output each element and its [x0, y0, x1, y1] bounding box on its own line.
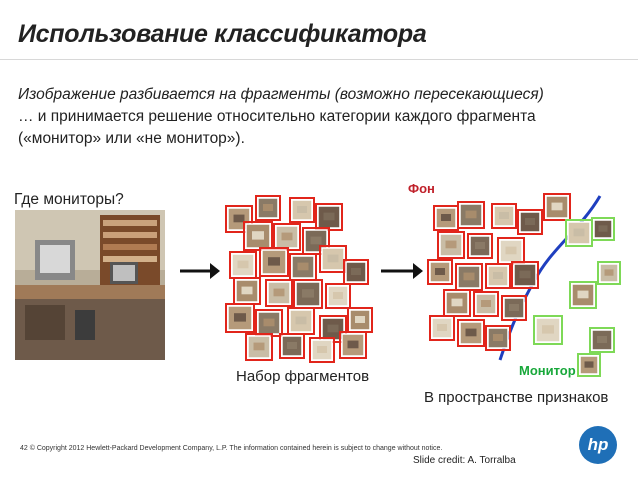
background-patch	[458, 202, 484, 228]
monitor-patch	[570, 282, 596, 308]
question-label: Где мониторы?	[14, 191, 124, 208]
background-patch	[544, 194, 570, 220]
text-line-3: («монитор» или «не монитор»).	[18, 130, 245, 147]
monitor-class-label: Монитор	[519, 363, 576, 378]
fragments-caption: Набор фрагментов	[236, 368, 370, 385]
monitor-patch	[592, 218, 614, 240]
monitor-patch	[534, 316, 562, 344]
hp-logo: hp	[579, 426, 617, 464]
monitor-patch	[598, 262, 620, 284]
monitor-patch	[566, 220, 592, 246]
slide-credit: Slide credit: A. Torralba	[413, 455, 516, 466]
background-patch	[486, 326, 510, 350]
background-patch	[502, 296, 526, 320]
background-patch	[474, 292, 498, 316]
background-patch	[492, 204, 516, 228]
monitor-patch	[578, 354, 600, 376]
background-patch	[498, 238, 524, 264]
background-patch	[456, 264, 482, 290]
background-class-label: Фон	[408, 181, 435, 196]
background-patch	[468, 234, 492, 258]
background-patch	[428, 260, 452, 284]
background-patch	[444, 290, 470, 316]
copyright-footer: 42 © Copyright 2012 Hewlett-Packard Development Company, L.P. The information contained herein is subject to change without notice.	[20, 445, 443, 452]
background-patch	[434, 206, 458, 230]
slide-title: Использование классификатора	[18, 20, 427, 48]
background-patch	[518, 210, 542, 234]
background-patch	[486, 264, 510, 288]
monitor-patch	[590, 328, 614, 352]
text-line-2: … и принимается решение относительно категории каждого фрагмента	[18, 108, 536, 125]
background-patch	[438, 232, 464, 258]
background-patch	[512, 262, 538, 288]
background-patch	[430, 316, 454, 340]
feature-space-caption: В пространстве признаков	[424, 389, 609, 406]
background-patch	[458, 320, 484, 346]
text-line-1: Изображение разбивается на фрагменты (возможно пересекающиеся)	[18, 86, 544, 103]
